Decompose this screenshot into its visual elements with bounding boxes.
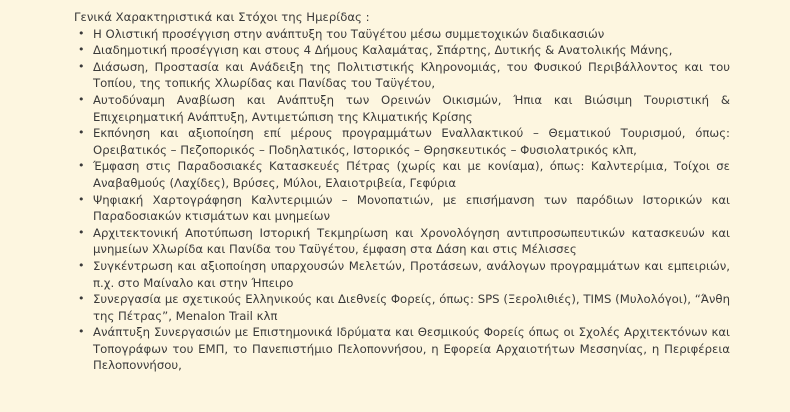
list-item [74, 225, 730, 258]
list-item [74, 258, 730, 291]
list-item-text: Αυτοδύναμη Αναβίωση και Ανάπτυξη των Ορεινών Οικισμών, Ήπια και Βιώσιμη Τουριστική & Επιχειρηματική Ανάπτυξη, Αντιμετώπιση της Κλιματικής Κρίσης [93, 92, 730, 124]
list-item-text: Συνεργασία με σχετικούς Ελληνικούς και Διεθνείς Φορείς, όπως: SPS (Ξερολιθιές), TIMS (Μυλολόγοι), “Άνθη της Πέτρας”, Menalon Trail κλπ [93, 292, 730, 323]
objectives-list [74, 26, 730, 374]
bullet-icon: • [78, 325, 85, 339]
list-item [74, 192, 730, 225]
list-item [74, 92, 730, 125]
bullet-icon: • [78, 43, 85, 57]
bullet-icon: • [78, 92, 85, 106]
list-item-text: Διάσωση, Προστασία και Ανάδειξη της Πολιτιστικής Κληρονομιάς, του Φυσικού Περιβάλλοντος και του Τοπίου, της τοπικής Χλωρίδας και Πανίδας του Ταϋγέτου, [93, 59, 730, 91]
bullet-icon: • [78, 258, 85, 272]
list-item-text: Συγκέντρωση και αξιοποίηση υπαρχουσών Μελετών, Προτάσεων, ανάλογων προγραμμάτων και εμπειριών, π.χ. στο Μαίναλο και στην Ήπειρο [93, 258, 730, 290]
bullet-icon: • [78, 292, 85, 306]
bullet-icon: • [78, 26, 85, 40]
list-item-text: Ανάπτυξη Συνεργασιών με Επιστημονικά Ιδρύματα και Θεσμικούς Φορείς όπως οι Σχολές Αρχιτεκτόνων και Τοπογράφων του ΕΜΠ, το Πανεπιστήμιο Πελοποννήσου, η Εφορεία Αρχαιοτήτων Μεσσηνίας, η Περιφέρεια Πελοποννήσου, [93, 325, 730, 373]
list-item-text: Αρχιτεκτονική Αποτύπωση Ιστορική Τεκμηρίωση και Χρονολόγηση αντιπροσωπευτικών κατασκευών και μνημείων Χλωρίδα και Πανίδα του Ταϋγέτου, έμφαση στα Δάση και στις Μέλισσες [93, 225, 730, 257]
list-item [74, 26, 730, 43]
section-heading: Γενικά Χαρακτηριστικά και Στόχοι της Ημερίδας : [74, 10, 370, 24]
list-item-text: Εκπόνηση και αξιοποίηση επί μέρους προγραμμάτων Εναλλακτικού – Θεματικού Τουρισμού, όπως: Ορειβατικός – Πεζοπορικός – Ποδηλατικός, Ιστορικός – Θρησκευτικός – Φυσιολατρικός κλπ, [93, 126, 730, 157]
bullet-icon: • [78, 225, 85, 239]
list-item-text: Η Ολιστική προσέγγιση στην ανάπτυξη του Ταϋγέτου μέσω συμμετοχικών διαδικασιών [93, 26, 605, 41]
list-item [74, 291, 730, 324]
bullet-icon: • [78, 59, 85, 73]
list-item [74, 42, 730, 59]
list-item-text: Έμφαση στις Παραδοσιακές Κατασκευές Πέτρας (χωρίς και με κονίαμα), όπως: Καλντερίμια, Τοίχοι σε Αναβαθμούς (Λαχίδες), Βρύσες, Μύλοι, Ελαιοτριβεία, Γεφύρια [93, 159, 730, 190]
bullet-icon: • [78, 126, 85, 140]
bullet-icon: • [78, 192, 85, 206]
list-item [74, 59, 730, 92]
list-item [74, 158, 730, 191]
list-item [74, 324, 730, 374]
list-item-text: Διαδημοτική προσέγγιση και στους 4 Δήμους Καλαμάτας, Σπάρτης, Δυτικής & Ανατολικής Μάνης, [93, 43, 673, 58]
bullet-icon: • [78, 159, 85, 173]
list-item [74, 125, 730, 158]
list-item-text: Ψηφιακή Χαρτογράφηση Καλντεριμιών – Μονοπατιών, με επισήμανση των παρόδιων Ιστορικών και Παραδοσιακών κτισμάτων και μνημείων [93, 192, 730, 224]
